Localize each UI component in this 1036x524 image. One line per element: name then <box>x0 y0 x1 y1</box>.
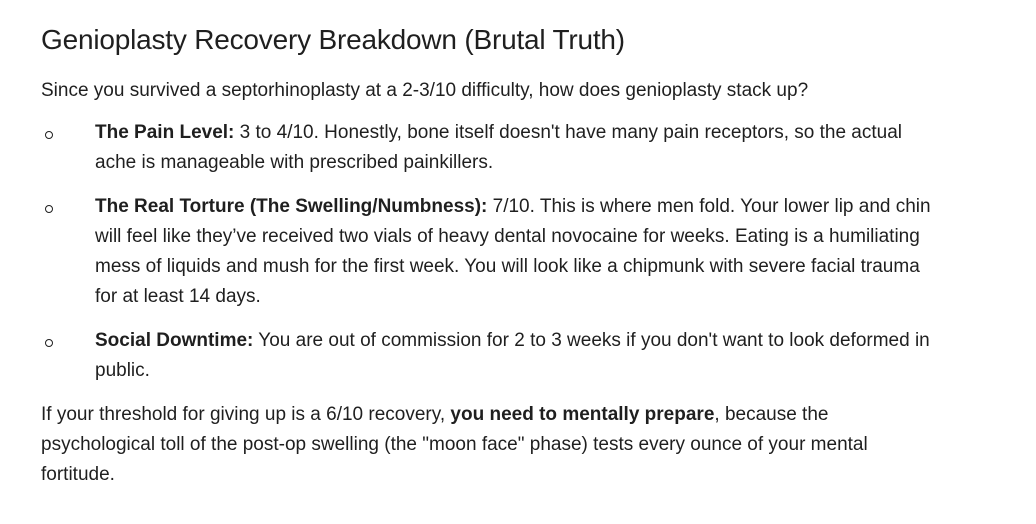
closing-text-end: , because the psychological toll of the post-op swelling (the "moon face" phase) tests every ounce of your mental fortitude. <box>41 404 868 485</box>
intro-paragraph: Since you survived a septorhinoplasty at a 2-3/10 difficulty, how does genioplasty stack up? <box>41 80 809 101</box>
bullet-text: 7/10. This is where men fold. Your lower lip and chin will feel like they’ve received two vials of heavy dental novocaine for weeks. Eating is a humiliating mess of liquids and mush for the first week. You will look like a chipmunk with severe facial trauma for at least 14 days. <box>95 196 931 307</box>
section-heading: Genioplasty Recovery Breakdown (Brutal Truth) <box>41 24 625 55</box>
bullet-term: The Pain Level: <box>95 122 235 143</box>
bullet-term: The Real Torture (The Swelling/Numbness): <box>95 196 488 217</box>
closing-emphasis: you need to mentally prepare <box>450 404 715 425</box>
hollow-bullet-icon <box>45 339 53 347</box>
list-item-pain-level <box>41 118 941 178</box>
hollow-bullet-icon <box>45 131 53 139</box>
list-item-social-downtime <box>41 326 941 386</box>
hollow-bullet-icon <box>45 205 53 213</box>
bullet-term: Social Downtime: <box>95 330 254 351</box>
bullet-list <box>41 118 941 386</box>
bullet-text: 3 to 4/10. Honestly, bone itself doesn't have many pain receptors, so the actual ache is manageable with prescribed painkillers. <box>95 122 902 173</box>
closing-paragraph <box>41 400 901 490</box>
bullet-text: You are out of commission for 2 to 3 weeks if you don't want to look deformed in public. <box>95 330 930 381</box>
closing-text-start: If your threshold for giving up is a 6/10 recovery, <box>41 404 451 425</box>
list-item-real-torture <box>41 192 941 312</box>
